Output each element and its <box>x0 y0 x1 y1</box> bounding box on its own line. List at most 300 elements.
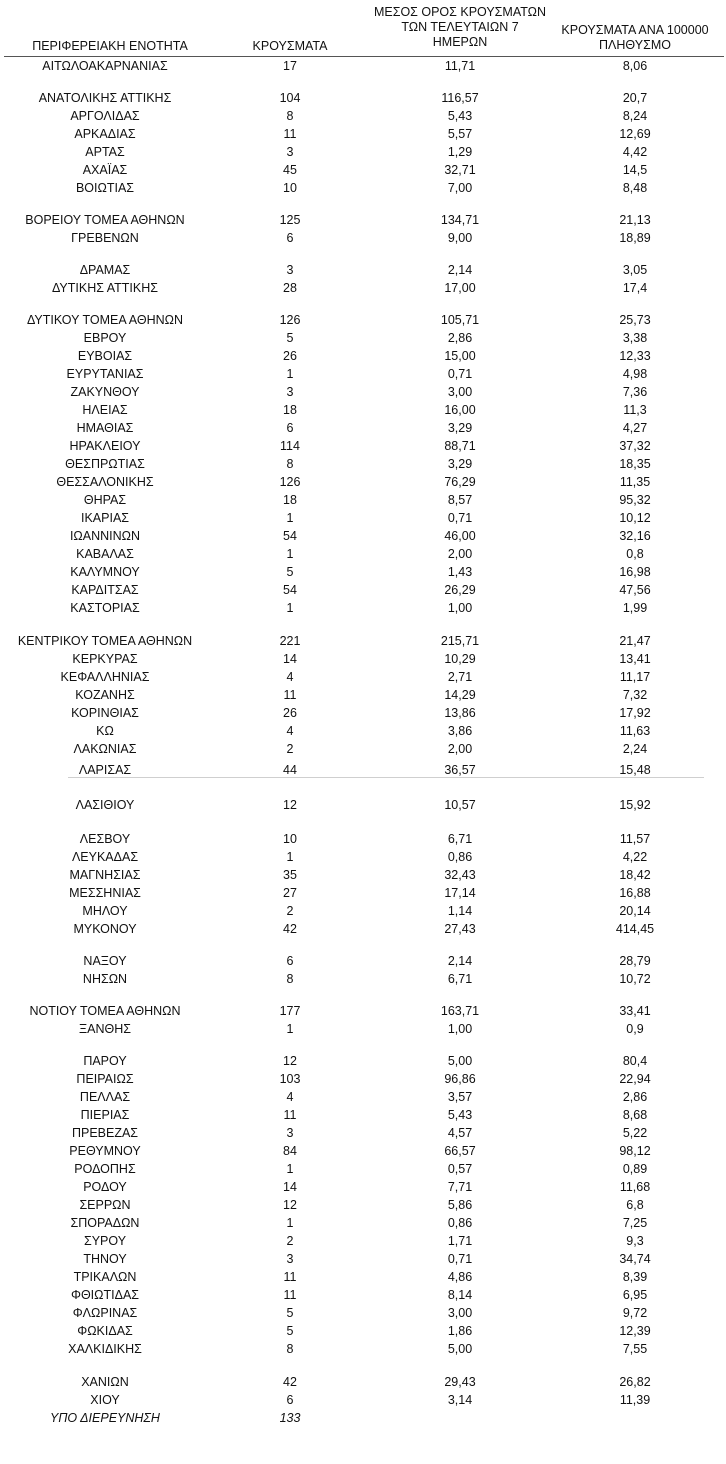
avg-cell: 5,00 <box>447 1342 473 1356</box>
per-100000-cell: 18,42 <box>619 868 651 882</box>
per-100000-cell: 7,25 <box>622 1216 648 1230</box>
cases-cell: 3 <box>286 1252 294 1266</box>
table-row <box>0 1214 726 1232</box>
avg-cell: 76,29 <box>444 475 476 489</box>
per-100000-cell: 47,56 <box>619 583 651 597</box>
per-100000-cell: 11,57 <box>619 832 651 846</box>
avg-cell: 1,00 <box>447 1022 473 1036</box>
per-100000-cell: 4,98 <box>622 367 648 381</box>
region-cell: ΧΑΝΙΩΝ <box>81 1375 129 1389</box>
avg-cell: 1,14 <box>447 904 473 918</box>
cases-cell: 2 <box>286 742 294 756</box>
header-region: ΠΕΡΙΦΕΡΕΙΑΚΗ ΕΝΟΤΗΤΑ <box>32 39 188 53</box>
avg-cell: 0,71 <box>447 1252 473 1266</box>
table-row <box>0 1002 726 1020</box>
header-avg-line: ΗΜΕΡΩΝ <box>432 35 488 49</box>
cases-cell: 8 <box>286 972 294 986</box>
header-avg-line: ΤΩΝ ΤΕΛΕΥΤΑΙΩΝ 7 <box>401 20 519 34</box>
table-row <box>0 365 726 383</box>
region-cell: ΠΑΡΟΥ <box>83 1054 127 1068</box>
per-100000-cell: 8,24 <box>622 109 648 123</box>
avg-cell: 88,71 <box>444 439 476 453</box>
cases-cell: 8 <box>286 1342 294 1356</box>
region-cell: ΞΑΝΘΗΣ <box>79 1022 131 1036</box>
per-100000-cell: 21,13 <box>619 213 651 227</box>
cases-cell: 12 <box>283 1054 297 1068</box>
table-row <box>0 261 726 279</box>
region-cell: ΔΡΑΜΑΣ <box>79 263 131 277</box>
per-100000-cell: 10,12 <box>619 511 651 525</box>
region-cell: ΚΕΦΑΛΛΗΝΙΑΣ <box>60 670 150 684</box>
table-row <box>0 179 726 197</box>
cases-cell: 26 <box>283 349 297 363</box>
cases-cell: 2 <box>286 904 294 918</box>
cases-cell: 11 <box>283 1108 297 1122</box>
table-row <box>0 491 726 509</box>
per-100000-cell: 34,74 <box>619 1252 651 1266</box>
avg-cell: 3,29 <box>447 457 473 471</box>
avg-cell: 8,57 <box>447 493 473 507</box>
per-100000-cell: 3,38 <box>622 331 648 345</box>
cases-cell: 1 <box>286 511 294 525</box>
avg-cell: 17,00 <box>444 281 476 295</box>
per-100000-cell: 20,7 <box>622 91 648 105</box>
avg-cell: 7,00 <box>447 181 473 195</box>
region-cell: ΘΕΣΣΑΛΟΝΙΚΗΣ <box>56 475 154 489</box>
cases-cell: 2 <box>286 1234 294 1248</box>
table-row <box>0 796 726 814</box>
table-row <box>0 437 726 455</box>
avg-cell: 4,86 <box>447 1270 473 1284</box>
avg-cell: 163,71 <box>440 1004 480 1018</box>
avg-cell: 96,86 <box>444 1072 476 1086</box>
cases-cell: 5 <box>286 331 294 345</box>
region-cell: ΠΕΙΡΑΙΩΣ <box>76 1072 134 1086</box>
avg-cell: 3,14 <box>447 1393 473 1407</box>
per-100000-cell: 16,88 <box>619 886 651 900</box>
per-100000-cell: 11,35 <box>619 475 651 489</box>
avg-cell: 7,71 <box>447 1180 473 1194</box>
table-row <box>0 509 726 527</box>
table-row <box>0 279 726 297</box>
region-cell: ΗΡΑΚΛΕΙΟΥ <box>69 439 141 453</box>
region-cell: ΚΑΡΔΙΤΣΑΣ <box>71 583 139 597</box>
region-cell: ΚΑΒΑΛΑΣ <box>76 547 134 561</box>
per-100000-cell: 22,94 <box>619 1072 651 1086</box>
table-row <box>0 1409 726 1427</box>
cases-cell: 1 <box>286 1022 294 1036</box>
cases-cell: 11 <box>283 688 297 702</box>
per-100000-cell: 5,22 <box>622 1126 648 1140</box>
cases-cell: 54 <box>283 529 297 543</box>
avg-cell: 2,00 <box>447 547 473 561</box>
avg-cell: 26,29 <box>444 583 476 597</box>
table-row <box>0 866 726 884</box>
per-100000-cell: 32,16 <box>619 529 651 543</box>
per-100000-cell: 7,55 <box>622 1342 648 1356</box>
region-cell: ΚΟΖΑΝΗΣ <box>75 688 135 702</box>
region-cell: ΠΙΕΡΙΑΣ <box>80 1108 130 1122</box>
cases-cell: 10 <box>283 832 297 846</box>
region-cell: ΤΡΙΚΑΛΩΝ <box>73 1270 137 1284</box>
region-cell: ΚΕΝΤΡΙΚΟΥ ΤΟΜΕΑ ΑΘΗΝΩΝ <box>17 634 193 648</box>
region-cell: ΑΡΚΑΔΙΑΣ <box>74 127 136 141</box>
avg-cell: 10,29 <box>444 652 476 666</box>
per-100000-cell: 2,86 <box>622 1090 648 1104</box>
region-cell: ΑΙΤΩΛΟΑΚΑΡΝΑΝΙΑΣ <box>42 59 168 73</box>
per-100000-cell: 18,89 <box>619 231 651 245</box>
region-cell: ΣΠΟΡΑΔΩΝ <box>70 1216 140 1230</box>
per-100000-cell: 8,39 <box>622 1270 648 1284</box>
cases-cell: 28 <box>283 281 297 295</box>
table-row <box>0 1142 726 1160</box>
table-row <box>0 1340 726 1358</box>
table-row <box>0 107 726 125</box>
region-cell: ΜΑΓΝΗΣΙΑΣ <box>69 868 141 882</box>
per-100000-cell: 12,39 <box>619 1324 651 1338</box>
table-row <box>0 686 726 704</box>
avg-cell: 215,71 <box>440 634 480 648</box>
region-cell: ΥΠΟ ΔΙΕΡΕΥΝΗΣΗ <box>50 1411 160 1425</box>
region-cell: ΒΟΡΕΙΟΥ ΤΟΜΕΑ ΑΘΗΝΩΝ <box>25 213 185 227</box>
avg-cell: 0,71 <box>447 367 473 381</box>
per-100000-cell: 7,36 <box>622 385 648 399</box>
per-100000-cell: 80,4 <box>622 1054 648 1068</box>
cases-cell: 3 <box>286 263 294 277</box>
table-row <box>0 952 726 970</box>
per-100000-cell: 10,72 <box>619 972 651 986</box>
per-100000-cell: 14,5 <box>622 163 648 177</box>
table-row <box>0 1304 726 1322</box>
table-row <box>0 311 726 329</box>
region-cell: ΕΥΡΥΤΑΝΙΑΣ <box>66 367 144 381</box>
per-100000-cell: 0,8 <box>626 547 644 561</box>
table-row <box>0 722 726 740</box>
per-100000-cell: 9,3 <box>626 1234 644 1248</box>
region-cell: ΔΥΤΙΚΗΣ ΑΤΤΙΚΗΣ <box>52 281 158 295</box>
cases-cell: 5 <box>286 1306 294 1320</box>
cases-cell: 1 <box>286 850 294 864</box>
avg-cell: 1,43 <box>447 565 473 579</box>
per-100000-cell: 20,14 <box>619 904 651 918</box>
header-cases-per-100000 <box>545 23 725 53</box>
avg-cell: 0,86 <box>447 1216 473 1230</box>
cases-cell: 1 <box>286 1162 294 1176</box>
table-row <box>0 902 726 920</box>
table-row <box>0 884 726 902</box>
per-100000-cell: 11,17 <box>619 670 651 684</box>
cases-cell: 54 <box>283 583 297 597</box>
header-per-line: ΠΛΗΘΥΣΜΟ <box>599 38 671 52</box>
region-cell: ΛΕΥΚΑΔΑΣ <box>71 850 139 864</box>
cases-cell: 44 <box>283 763 297 777</box>
avg-cell: 1,29 <box>447 145 473 159</box>
table-row <box>0 545 726 563</box>
per-100000-cell: 26,82 <box>619 1375 651 1389</box>
table-row <box>0 57 726 75</box>
cases-cell: 1 <box>286 1216 294 1230</box>
cases-cell: 11 <box>283 1270 297 1284</box>
cases-cell: 18 <box>283 403 297 417</box>
region-cell: ΣΥΡΟΥ <box>83 1234 127 1248</box>
table-row <box>0 920 726 938</box>
cases-cell: 114 <box>280 439 300 453</box>
per-100000-cell: 8,06 <box>622 59 648 73</box>
avg-cell: 3,00 <box>447 385 473 399</box>
cases-cell: 6 <box>286 1393 294 1407</box>
avg-cell: 11,71 <box>444 59 476 73</box>
table-row <box>0 401 726 419</box>
per-100000-cell: 4,42 <box>622 145 648 159</box>
table-row <box>0 563 726 581</box>
avg-cell: 116,57 <box>441 91 479 105</box>
per-100000-cell: 33,41 <box>619 1004 651 1018</box>
per-100000-cell: 2,24 <box>622 742 648 756</box>
per-100000-cell: 4,22 <box>622 850 648 864</box>
region-cell: ΡΟΔΟΠΗΣ <box>74 1162 136 1176</box>
cases-cell: 12 <box>283 798 297 812</box>
table-row <box>0 740 726 758</box>
region-cell: ΕΒΡΟΥ <box>83 331 127 345</box>
avg-cell: 0,86 <box>447 850 473 864</box>
per-100000-cell: 16,98 <box>619 565 651 579</box>
region-cell: ΝΟΤΙΟΥ ΤΟΜΕΑ ΑΘΗΝΩΝ <box>29 1004 181 1018</box>
cases-cell: 3 <box>286 145 294 159</box>
table-row <box>0 1322 726 1340</box>
region-cell: ΙΩΑΝΝΙΝΩΝ <box>69 529 141 543</box>
table-row <box>0 1286 726 1304</box>
cases-cell: 11 <box>283 1288 297 1302</box>
per-100000-cell: 28,79 <box>619 954 651 968</box>
table-row <box>0 1052 726 1070</box>
table-row <box>0 329 726 347</box>
per-100000-cell: 6,8 <box>626 1198 644 1212</box>
cases-cell: 84 <box>283 1144 297 1158</box>
avg-cell: 32,43 <box>444 868 476 882</box>
avg-cell: 105,71 <box>440 313 480 327</box>
cases-cell: 26 <box>283 706 297 720</box>
header-per-line: ΚΡΟΥΣΜΑΤΑ ΑΝΑ 100000 <box>561 23 709 37</box>
cases-cell: 126 <box>279 313 301 327</box>
per-100000-cell: 8,48 <box>622 181 648 195</box>
region-cell: ΜΗΛΟΥ <box>82 904 128 918</box>
cases-cell: 125 <box>279 213 301 227</box>
cases-cell: 17 <box>283 59 297 73</box>
region-cell: ΘΗΡΑΣ <box>83 493 127 507</box>
cases-cell: 103 <box>279 1072 301 1086</box>
cases-cell: 1 <box>286 367 294 381</box>
avg-cell: 16,00 <box>444 403 476 417</box>
cases-cell: 4 <box>286 724 294 738</box>
avg-cell: 5,43 <box>447 109 473 123</box>
per-100000-cell: 4,27 <box>622 421 648 435</box>
cases-cell: 27 <box>283 886 297 900</box>
per-100000-cell: 11,63 <box>619 724 651 738</box>
cases-cell: 133 <box>279 1411 301 1425</box>
avg-cell: 2,00 <box>447 742 473 756</box>
table-row <box>0 830 726 848</box>
cases-cell: 14 <box>283 652 297 666</box>
region-cell: ΗΛΕΙΑΣ <box>82 403 128 417</box>
per-100000-cell: 1,99 <box>622 601 648 615</box>
region-cell: ΒΟΙΩΤΙΑΣ <box>75 181 135 195</box>
region-cell: ΛΑΚΩΝΙΑΣ <box>73 742 137 756</box>
avg-cell: 10,57 <box>444 798 476 812</box>
table-row <box>0 161 726 179</box>
avg-cell: 0,57 <box>447 1162 473 1176</box>
region-cell: ΡΟΔΟΥ <box>83 1180 127 1194</box>
per-100000-cell: 15,48 <box>619 763 651 777</box>
cases-cell: 4 <box>286 670 294 684</box>
cases-cell: 126 <box>279 475 301 489</box>
region-cell: ΚΑΛΥΜΝΟΥ <box>70 565 140 579</box>
header-seven-day-average <box>370 5 550 50</box>
avg-cell: 3,29 <box>447 421 473 435</box>
region-cell: ΣΕΡΡΩΝ <box>79 1198 131 1212</box>
per-100000-cell: 11,39 <box>619 1393 651 1407</box>
cases-cell: 12 <box>283 1198 297 1212</box>
cases-cell: 8 <box>286 457 294 471</box>
region-cell: ΚΩ <box>96 724 114 738</box>
avg-cell: 17,14 <box>444 886 476 900</box>
avg-cell: 5,57 <box>447 127 473 141</box>
per-100000-cell: 8,68 <box>622 1108 648 1122</box>
avg-cell: 32,71 <box>444 163 476 177</box>
region-cell: ΦΛΩΡΙΝΑΣ <box>72 1306 138 1320</box>
per-100000-cell: 15,92 <box>619 798 651 812</box>
cases-cell: 35 <box>283 868 297 882</box>
region-cell: ΡΕΘΥΜΝΟΥ <box>69 1144 141 1158</box>
region-cell: ΕΥΒΟΙΑΣ <box>77 349 133 363</box>
region-cell: ΛΕΣΒΟΥ <box>79 832 131 846</box>
avg-cell: 29,43 <box>444 1375 476 1389</box>
region-cell: ΑΡΤΑΣ <box>85 145 125 159</box>
per-100000-cell: 12,33 <box>619 349 651 363</box>
table-row <box>0 473 726 491</box>
region-cell: ΚΑΣΤΟΡΙΑΣ <box>70 601 140 615</box>
region-cell: ΗΜΑΘΙΑΣ <box>76 421 134 435</box>
cases-cell: 1 <box>286 601 294 615</box>
avg-cell: 3,86 <box>447 724 473 738</box>
table-row <box>0 1106 726 1124</box>
cases-cell: 1 <box>286 547 294 561</box>
table-row <box>0 89 726 107</box>
table-row <box>0 650 726 668</box>
per-100000-cell: 6,95 <box>622 1288 648 1302</box>
table-row <box>0 1373 726 1391</box>
cases-cell: 5 <box>286 1324 294 1338</box>
cases-cell: 18 <box>283 493 297 507</box>
avg-cell: 5,43 <box>447 1108 473 1122</box>
table-row <box>0 383 726 401</box>
header-cases: ΚΡΟΥΣΜΑΤΑ <box>252 39 328 53</box>
region-cell: ΠΕΛΛΑΣ <box>79 1090 131 1104</box>
table-row <box>0 1088 726 1106</box>
header-avg-line: ΜΕΣΟΣ ΟΡΟΣ ΚΡΟΥΣΜΑΤΩΝ <box>373 5 547 19</box>
per-100000-cell: 11,3 <box>623 403 647 417</box>
cases-cell: 104 <box>279 91 301 105</box>
per-100000-cell: 7,32 <box>622 688 648 702</box>
region-cell: ΧΙΟΥ <box>90 1393 120 1407</box>
region-cell: ΤΗΝΟΥ <box>83 1252 127 1266</box>
table-row <box>0 848 726 866</box>
table-row <box>0 1196 726 1214</box>
table-row <box>0 229 726 247</box>
avg-cell: 46,00 <box>444 529 476 543</box>
region-cell: ΧΑΛΚΙΔΙΚΗΣ <box>68 1342 142 1356</box>
cases-cell: 45 <box>283 163 297 177</box>
cases-cell: 10 <box>283 181 297 195</box>
per-100000-cell: 414,45 <box>615 922 655 936</box>
per-100000-cell: 95,32 <box>619 493 651 507</box>
region-cell: ΛΑΡΙΣΑΣ <box>78 763 132 777</box>
table-row <box>0 1070 726 1088</box>
avg-cell: 3,00 <box>447 1306 473 1320</box>
avg-cell: 8,14 <box>447 1288 473 1302</box>
avg-cell: 6,71 <box>447 832 473 846</box>
avg-cell: 1,86 <box>447 1324 473 1338</box>
cases-cell: 6 <box>286 231 294 245</box>
avg-cell: 66,57 <box>444 1144 476 1158</box>
region-cell: ΛΑΣΙΘΙΟΥ <box>75 798 135 812</box>
per-100000-cell: 17,92 <box>619 706 651 720</box>
region-cell: ΙΚΑΡΙΑΣ <box>80 511 130 525</box>
table-row <box>0 1020 726 1038</box>
per-100000-cell: 0,9 <box>626 1022 644 1036</box>
table-row <box>0 347 726 365</box>
avg-cell: 134,71 <box>440 213 480 227</box>
region-cell: ΦΩΚΙΔΑΣ <box>77 1324 133 1338</box>
cases-cell: 8 <box>286 109 294 123</box>
table-row <box>0 1268 726 1286</box>
per-100000-cell: 17,4 <box>622 281 648 295</box>
cases-cell: 3 <box>286 385 294 399</box>
avg-cell: 27,43 <box>444 922 476 936</box>
table-row <box>0 632 726 650</box>
avg-cell: 9,00 <box>447 231 473 245</box>
cases-cell: 14 <box>283 1180 297 1194</box>
cases-cell: 3 <box>286 1126 294 1140</box>
table-row <box>0 125 726 143</box>
per-100000-cell: 13,41 <box>619 652 651 666</box>
table-row <box>0 599 726 617</box>
avg-cell: 13,86 <box>444 706 476 720</box>
cases-cell: 6 <box>286 954 294 968</box>
region-cell: ΔΥΤΙΚΟΥ ΤΟΜΕΑ ΑΘΗΝΩΝ <box>26 313 184 327</box>
region-cell: ΘΕΣΠΡΩΤΙΑΣ <box>65 457 145 471</box>
region-cell: ΚΟΡΙΝΘΙΑΣ <box>71 706 139 720</box>
cases-cell: 4 <box>286 1090 294 1104</box>
cases-cell: 11 <box>283 127 297 141</box>
table-row <box>0 419 726 437</box>
table-row <box>0 1232 726 1250</box>
per-100000-cell: 21,47 <box>619 634 651 648</box>
region-cell: ΝΗΣΩΝ <box>82 972 128 986</box>
cases-cell: 5 <box>286 565 294 579</box>
cases-cell: 221 <box>279 634 301 648</box>
table-row <box>0 455 726 473</box>
per-100000-cell: 25,73 <box>619 313 651 327</box>
avg-cell: 1,71 <box>447 1234 473 1248</box>
table-row <box>0 1178 726 1196</box>
avg-cell: 4,57 <box>447 1126 473 1140</box>
avg-cell: 3,57 <box>447 1090 473 1104</box>
per-100000-cell: 18,35 <box>619 457 651 471</box>
table-row <box>0 211 726 229</box>
avg-cell: 5,00 <box>447 1054 473 1068</box>
table-row <box>0 970 726 988</box>
table-row <box>0 761 726 779</box>
